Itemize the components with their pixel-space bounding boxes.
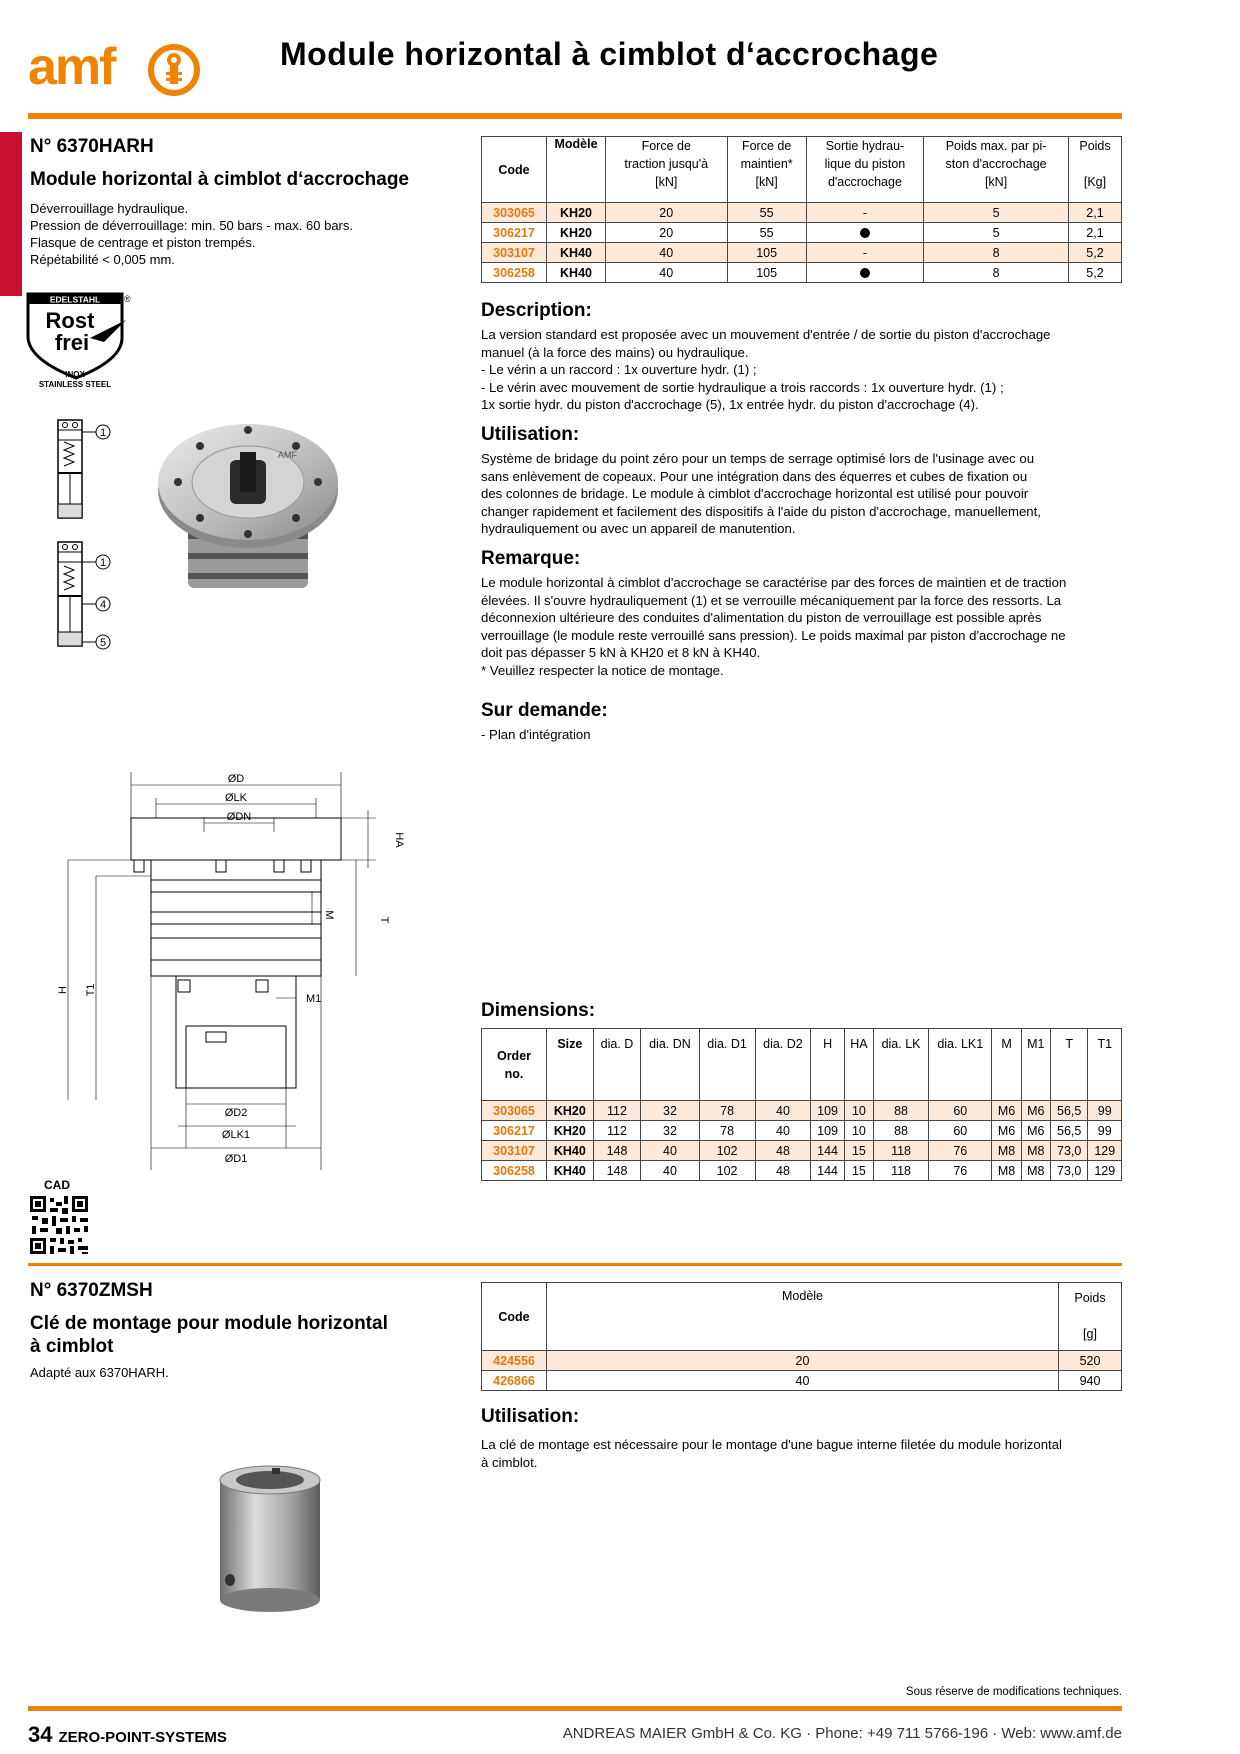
code-cell: 303107 (482, 243, 547, 263)
traction-cell: 20 (606, 223, 728, 243)
col-code: Code (482, 1283, 547, 1351)
dim-cell: 40 (641, 1141, 699, 1161)
dim-col-header: H (811, 1029, 844, 1101)
port-label: 1 (99, 557, 107, 569)
article2-number: N° 6370ZMSH (30, 1280, 153, 1301)
dim-cell: 112 (593, 1101, 641, 1121)
company-info: ANDREAS MAIER GmbH & Co. KG · Phone: +49 711 5766-196 · Web: www.amf.de (562, 1725, 1122, 1742)
poids-cell: 5,2 (1069, 243, 1122, 263)
poids-max-cell: 5 (924, 223, 1069, 243)
hydraulic-schematic-2 (56, 540, 126, 655)
maintien-cell: 55 (727, 223, 806, 243)
dim-cell: 10 (844, 1101, 873, 1121)
poids-max-cell: 8 (924, 243, 1069, 263)
drawing-label-d1: ØD1 (224, 1153, 248, 1165)
dim-cell: 144 (811, 1161, 844, 1181)
maintien-cell: 105 (727, 263, 806, 283)
drawing-label-lk: ØLK (224, 792, 248, 804)
dim-cell: 48 (755, 1141, 811, 1161)
drawing-label-m1: M1 (306, 993, 322, 1005)
dim-cell: 56,5 (1050, 1121, 1088, 1141)
dim-cell: 306258 (482, 1161, 547, 1181)
dim-col-header: M (992, 1029, 1021, 1101)
dim-cell: 32 (641, 1121, 699, 1141)
code-cell: 424556 (482, 1351, 547, 1371)
col-poids: Poids [g] (1059, 1283, 1122, 1351)
dim-cell: M6 (1021, 1101, 1050, 1121)
dim-cell: KH40 (547, 1141, 594, 1161)
svg-text:AMF: AMF (278, 450, 297, 460)
col-model: Modèle (547, 1283, 1059, 1351)
article-features: Déverrouillage hydraulique. Pression de déverrouillage: min. 50 bars - max. 60 bars. Flasque de centrage et piston trempés. Répétabilité < 0,005 mm. (30, 201, 353, 267)
port-label: 1 (99, 427, 107, 439)
dimensions-title: Dimensions: (481, 1000, 596, 1021)
model-cell: KH20 (547, 203, 606, 223)
table-row (482, 1161, 1122, 1181)
badge-line2: frei (54, 330, 90, 355)
dim-cell: 73,0 (1050, 1161, 1088, 1181)
dim-col-header: M1 (1021, 1029, 1050, 1101)
drawing-label-dn: ØDN (226, 811, 252, 823)
traction-cell: 40 (606, 243, 728, 263)
model-cell: KH40 (547, 243, 606, 263)
dim-cell: 88 (874, 1121, 929, 1141)
table-row (482, 223, 1122, 243)
code-cell: 306217 (482, 223, 547, 243)
dim-col-header: HA (844, 1029, 873, 1101)
dim-cell: 102 (699, 1141, 755, 1161)
dim-cell: M8 (1021, 1141, 1050, 1161)
dim-cell: M6 (992, 1121, 1021, 1141)
dim-col-header: dia. D (593, 1029, 641, 1101)
dim-cell: 32 (641, 1101, 699, 1121)
col-code: Code (482, 137, 547, 203)
col-traction: Force de traction jusqu'à [kN] (606, 137, 728, 203)
article2-name: Clé de montage pour module horizontal à cimblot (30, 1313, 388, 1357)
catalog-section: ZERO-POINT-SYSTEMS (58, 1729, 227, 1746)
page-number: 34 (28, 1722, 53, 1747)
dim-cell: 76 (929, 1141, 992, 1161)
table-row (482, 1141, 1122, 1161)
dim-cell: 306217 (482, 1121, 547, 1141)
section-title: Description: (481, 300, 592, 321)
cad-label: CAD (44, 1178, 70, 1192)
section-text: Le module horizontal à cimblot d'accrochage se caractérise par des forces de maintien et de traction élevées. Il s'ouvre hydrauliquement (1) et se verrouille mécaniquement par la force des ressorts. La déconnexion ultérieure des conduites d'alimentation du piston de verrouillage est possible après verrouillage (le module reste verrouillé sans pression). Le poids maximal par piston d'accrochage ne doit pas dépasser 5 kN à KH20 et 8 kN à KH40. * Veuillez respecter la notice de montage. (481, 575, 1067, 678)
dim-cell: 118 (874, 1141, 929, 1161)
col-model: Modèle (547, 137, 606, 203)
article2-section-title: Utilisation: (481, 1406, 580, 1427)
dim-cell: 102 (699, 1161, 755, 1181)
table-row (482, 1351, 1122, 1371)
dim-cell: 60 (929, 1101, 992, 1121)
maintien-cell: 105 (727, 243, 806, 263)
section-title: Utilisation: (481, 424, 580, 445)
table-row (482, 243, 1122, 263)
sortie-cell (806, 223, 923, 243)
dim-cell: KH40 (547, 1161, 594, 1181)
article2-section-text: La clé de montage est nécessaire pour le montage d'une bague interne filetée du module horizontal à cimblot. (481, 1437, 1062, 1470)
article-name: Module horizontal à cimblot d‘accrochage (30, 169, 409, 190)
drawing-label-h: H (57, 986, 69, 994)
table-row (482, 1371, 1122, 1391)
sortie-cell: - (806, 243, 923, 263)
dim-cell: 148 (593, 1141, 641, 1161)
code-cell: 426866 (482, 1371, 547, 1391)
footer-rule (28, 1706, 1122, 1711)
dim-cell: 76 (929, 1161, 992, 1181)
col-poids: Poids [Kg] (1069, 137, 1122, 203)
dim-col-header: T (1050, 1029, 1088, 1101)
table-row (482, 203, 1122, 223)
port-label: 5 (99, 637, 107, 649)
header-rule (28, 113, 1122, 119)
dim-cell: 109 (811, 1121, 844, 1141)
drawing-label-t: T (378, 916, 390, 924)
section-text: Système de bridage du point zéro pour un temps de serrage optimisé lors de l'usinage avec ou sans enlèvement de copeaux. Pour une intégration dans des équerres et cubes de fixation ou des colonnes de bridage. Le module à cimblot d'accrochage horizontal est utilisé pour pouvoir changer rapidement et facilement des dispositifs à l'aide du piston d'accrochage, manuellement, hydrauliquement ou avec un appareil de manutention. (481, 451, 1041, 537)
section-title: Remarque: (481, 548, 581, 569)
dim-cell: 15 (844, 1161, 873, 1181)
col-poids-max: Poids max. par pi- ston d'accrochage [kN] (924, 137, 1069, 203)
dim-cell: 88 (874, 1101, 929, 1121)
drawing-label-d: ØD (227, 773, 245, 785)
dim-cell: M8 (1021, 1161, 1050, 1181)
product-photo-key (210, 1460, 330, 1625)
dim-cell: 109 (811, 1101, 844, 1121)
section-text: La version standard est proposée avec un mouvement d'entrée / de sortie du piston d'accrochage manuel (à la force des mains) ou hydraulique. - Le vérin a un raccord : 1x ouverture hydr. (1) ; - Le vérin avec mouvement de sortie hydraulique a trois raccords : 1x ouverture hydr. (1) ; 1x sortie hydr. du piston d'accrochage (5), 1x entrée hydr. du piston d'accrochage (4). (481, 327, 1051, 413)
dim-cell: 148 (593, 1161, 641, 1181)
article1-table (481, 136, 1122, 283)
model-cell: KH40 (547, 263, 606, 283)
dim-cell: 40 (755, 1121, 811, 1141)
dim-cell: M8 (992, 1141, 1021, 1161)
dim-col-header: dia. LK (874, 1029, 929, 1101)
drawing-label-ha: HA (393, 832, 405, 848)
table-row (482, 1101, 1122, 1121)
dim-cell: KH20 (547, 1121, 594, 1141)
drawing-label-t1: T1 (85, 983, 97, 997)
dim-cell: 118 (874, 1161, 929, 1181)
hydraulic-schematic-1 (56, 418, 126, 528)
dim-col-header: dia. LK1 (929, 1029, 992, 1101)
maintien-cell: 55 (727, 203, 806, 223)
port-label: 4 (99, 599, 107, 611)
dim-cell: 303107 (482, 1141, 547, 1161)
section-text: - Plan d'intégration (481, 727, 591, 742)
dim-cell: KH20 (547, 1101, 594, 1121)
amf-logo (28, 38, 208, 105)
article-number: N° 6370HARH (30, 136, 154, 157)
model-cell: 40 (547, 1371, 1059, 1391)
dim-col-header: Order no. (482, 1029, 547, 1101)
col-sortie: Sortie hydrau- lique du piston d'accrochage (806, 137, 923, 203)
svg-text:amf: amf (28, 38, 115, 96)
article2-subtitle: Adapté aux 6370HARH. (30, 1365, 169, 1380)
badge-top-text: EDELSTAHL (49, 294, 101, 305)
hydraulic-output-dot-icon (860, 268, 870, 278)
product-photo-module (148, 408, 348, 613)
dim-cell: 40 (641, 1161, 699, 1181)
code-cell: 303065 (482, 203, 547, 223)
traction-cell: 40 (606, 263, 728, 283)
poids-max-cell: 8 (924, 263, 1069, 283)
dim-col-header: Size (547, 1029, 594, 1101)
dim-cell: 129 (1088, 1141, 1122, 1161)
poids-cell: 940 (1059, 1371, 1122, 1391)
dimensions-table (481, 1028, 1122, 1181)
dim-cell: 78 (699, 1121, 755, 1141)
poids-cell: 5,2 (1069, 263, 1122, 283)
badge-reg-mark: ® (124, 294, 131, 304)
sortie-cell (806, 263, 923, 283)
code-cell: 306258 (482, 263, 547, 283)
dim-cell: 303065 (482, 1101, 547, 1121)
dim-cell: 144 (811, 1141, 844, 1161)
dim-cell: M6 (1021, 1121, 1050, 1141)
page-title: Module horizontal à cimblot d‘accrochage (280, 36, 939, 72)
dim-cell: 99 (1088, 1121, 1122, 1141)
dim-cell: 78 (699, 1101, 755, 1121)
poids-cell: 520 (1059, 1351, 1122, 1371)
hydraulic-output-dot-icon (860, 228, 870, 238)
model-cell: 20 (547, 1351, 1059, 1371)
sortie-cell: - (806, 203, 923, 223)
dim-cell: 73,0 (1050, 1141, 1088, 1161)
dim-cell: M6 (992, 1101, 1021, 1121)
dim-col-header: dia. D1 (699, 1029, 755, 1101)
poids-cell: 2,1 (1069, 223, 1122, 243)
traction-cell: 20 (606, 203, 728, 223)
drawing-label-m: M (323, 910, 335, 920)
dim-col-header: dia. D2 (755, 1029, 811, 1101)
dim-cell: 40 (755, 1101, 811, 1121)
dim-cell: 99 (1088, 1101, 1122, 1121)
poids-cell: 2,1 (1069, 203, 1122, 223)
table-row (482, 1121, 1122, 1141)
dim-col-header: T1 (1088, 1029, 1122, 1101)
badge-line1: Rost (45, 308, 95, 333)
side-marker (0, 132, 22, 296)
cad-qr-code[interactable] (28, 1194, 90, 1261)
dim-cell: 48 (755, 1161, 811, 1181)
drawing-label-lk1: ØLK1 (221, 1129, 251, 1141)
col-maintien: Force de maintien* [kN] (727, 137, 806, 203)
poids-max-cell: 5 (924, 203, 1069, 223)
article2-table (481, 1282, 1122, 1391)
dim-cell: 129 (1088, 1161, 1122, 1181)
rostfrei-badge (26, 292, 131, 405)
disclaimer-note: Sous réserve de modifications techniques. (905, 1686, 1122, 1698)
section-title: Sur demande: (481, 700, 608, 721)
badge-inox: INOX (65, 370, 85, 379)
table-row (482, 263, 1122, 283)
drawing-label-d2: ØD2 (224, 1107, 248, 1119)
section-rule (28, 1263, 1122, 1266)
dim-cell: 15 (844, 1141, 873, 1161)
technical-drawing (56, 770, 416, 1185)
dim-cell: 10 (844, 1121, 873, 1141)
dim-cell: 56,5 (1050, 1101, 1088, 1121)
dim-cell: 60 (929, 1121, 992, 1141)
badge-stainless: STAINLESS STEEL (38, 380, 112, 389)
dim-col-header: dia. DN (641, 1029, 699, 1101)
footer-left (28, 1722, 227, 1748)
model-cell: KH20 (547, 223, 606, 243)
dim-cell: M8 (992, 1161, 1021, 1181)
dim-cell: 112 (593, 1121, 641, 1141)
